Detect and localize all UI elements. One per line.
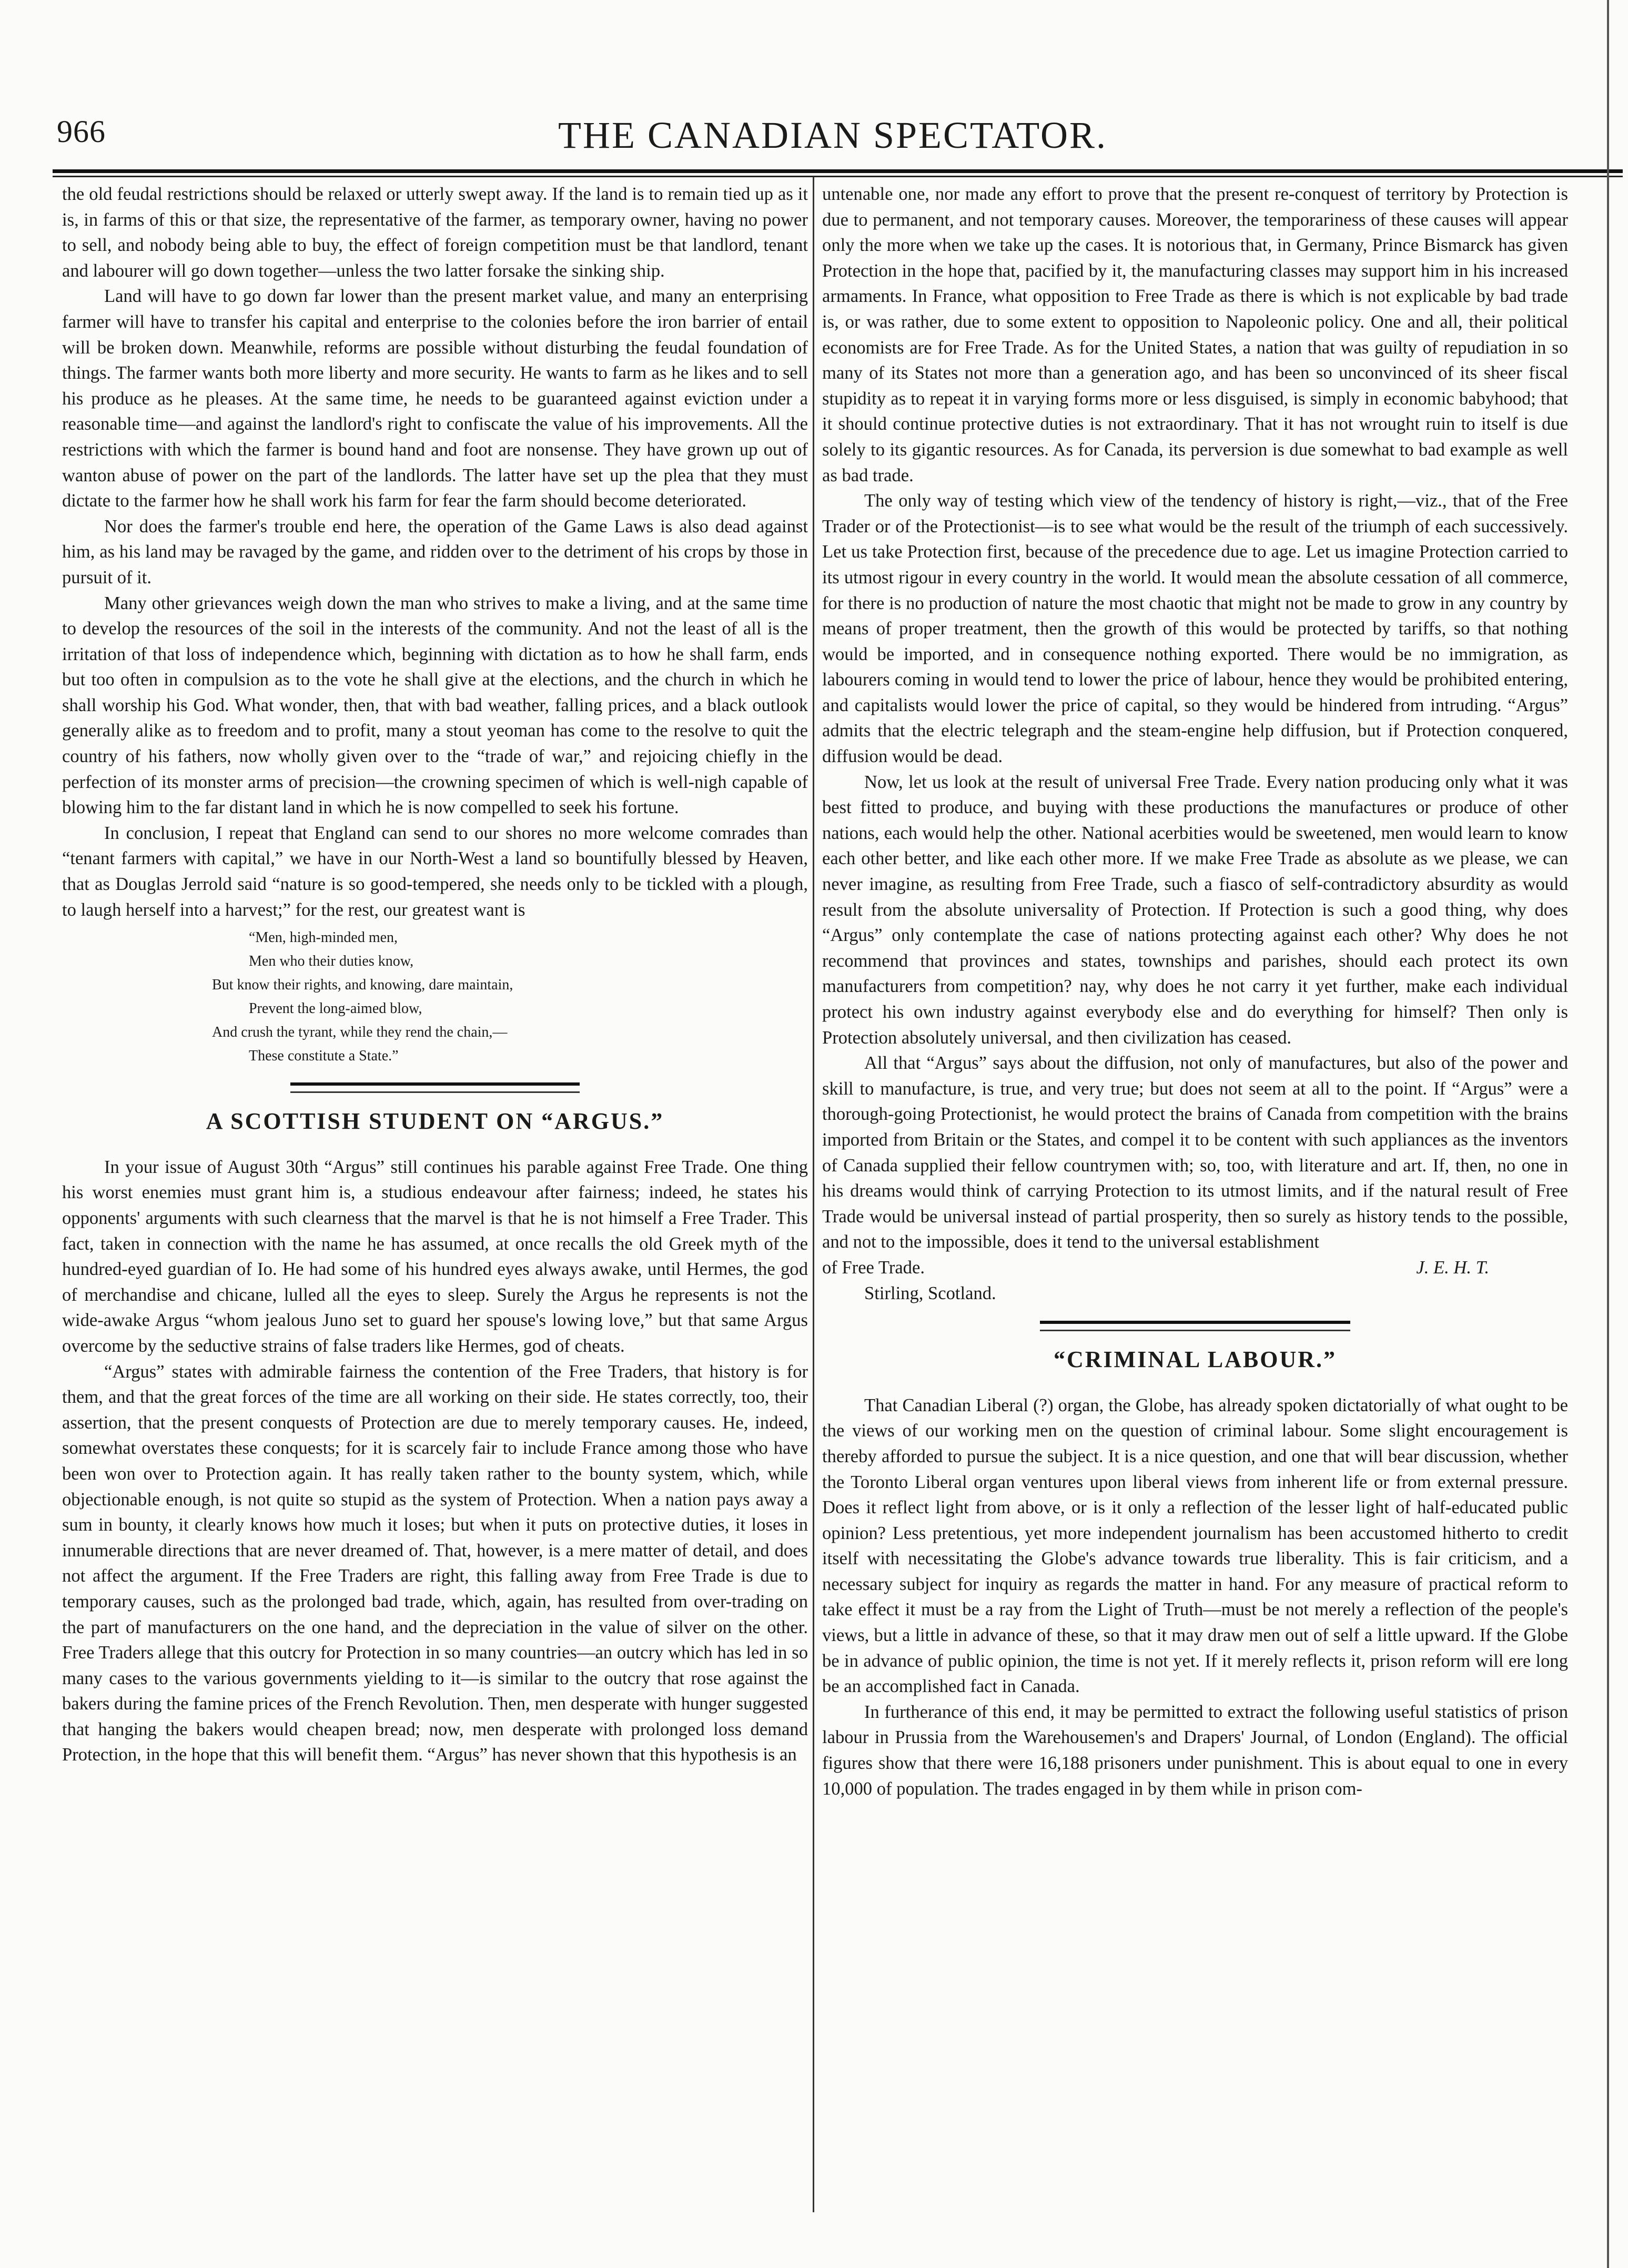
poem-quotation <box>62 926 808 1068</box>
paragraph: In conclusion, I repeat that England can send to our shores no more welcome comrades than “tenant farmers with capital,” we have in our North-West a land so bountifully blessed by Heaven, that as Douglas Jerrold said “nature is so good-tempered, she needs only to be tickled with a plough, to laugh herself into a harvest;” for the rest, our greatest want is <box>62 823 808 920</box>
closing-line <box>822 1255 1568 1281</box>
paragraph: All that “Argus” says about the diffusion, not only of manufactures, but also of the power and skill to manufacture, is true, and very true; but does not seem at all to the point. If “Argus” were a thorough-going Protectionist, he would protect the brains of Canada from competition with the brains imported from Britain or the States, and compel it to be content with such appliances as the inventors of Canada supplied their fellow countrymen with; so, too, with literature and art. If, then, no one in his dreams would think of carrying Protection to its utmost limits, and if the natural result of Free Trade would be universal instead of partial prosperity, then so surely as history tends to the possible, and not to the impossible, does it tend to the universal establishment <box>822 1053 1568 1252</box>
poem-line: And crush the tyrant, while they rend the chain,— <box>212 1024 508 1041</box>
paragraph: In furtherance of this end, it may be permitted to extract the following useful statistics of prison labour in Prussia from the Warehousemen's and Drapers' Journal, of London (England). The official figures show that there were 16,188 prisoners under punishment. This is about equal to one in every 10,000 of population. The trades engaged in by them while in prison com- <box>822 1702 1568 1799</box>
poem-line: These constitute a State.” <box>249 1048 399 1065</box>
dateline-place: Stirling, Scotland. <box>864 1283 996 1303</box>
poem-line: Prevent the long-aimed blow, <box>249 1000 422 1017</box>
poem-line: “Men, high-minded men, <box>249 929 398 946</box>
poem-line: But know their rights, and knowing, dare maintain, <box>212 977 513 994</box>
column-divider <box>813 177 814 2212</box>
paragraph: Now, let us look at the result of universal Free Trade. Every nation producing only what it was best fitted to produce, and buying with these productions the manufactures or produce of other nations, each would help the other. National acerbities would be sweetened, men would learn to know each other better, and like each other more. If we make Free Trade as absolute as we please, we can never imagine, as resulting from Free Trade, such a fiasco of self-contradictory absurdity as would result from the absolute universality of Protection. If Protection is such a good thing, why does “Argus” only contemplate the case of nations protecting against each other? Why does he not recommend that provinces and states, townships and parishes, should each protect its own manufacturers from competition? nay, why does he not carry it yet further, make each individual protect his own industry against everybody else and do everything for himself? Then only is Protection absolutely universal, and then civilization has ceased. <box>822 772 1568 1048</box>
paragraph: Nor does the farmer's trouble end here, the operation of the Game Laws is also dead against him, as his land may be ravaged by the game, and ridden over to the detriment of his crops by those in pursuit of it. <box>62 516 808 588</box>
paragraph: That Canadian Liberal (?) organ, the Globe, has already spoken dictatorially of what ought to be the views of our working men on the question of criminal labour. Some slight encouragement is thereby afforded to pursue the subject. It is a nice question, and one that will bear discussion, whether the Toronto Liberal organ ventures upon liberal views from inherent life or from external pressure. Does it reflect light from above, or is it only a reflection of the lesser light of half-educated public opinion? Less pretentious, yet more independent journalism has been accustomed hitherto to credit itself with necessitating the Globe's advance towards true liberality. This is fair criticism, and a necessary subject for inquiry as regards the matter in hand. For any measure of practical reform to take effect it must be a ray from the Light of Truth—must be not merely a reflection of the people's views, but a little in advance of these, so that it may draw men out of self a little upward. If the Globe be in advance of public opinion, the time is not yet. If it merely reflects it, prison reform will ere long be an accomplished fact in Canada. <box>822 1395 1568 1697</box>
header-rule <box>53 169 1623 173</box>
paragraph: Land will have to go down far lower than the present market value, and many an enterprising farmer will have to transfer his capital and enterprise to the colonies before the iron barrier of entail will be broken down. Meanwhile, reforms are possible without disturbing the feudal foundation of things. The farmer wants both more liberty and more security. He wants to farm as he likes and to sell his produce as he pleases. At the same time, he needs to be guaranteed against eviction under a reasonable time—and against the landlord's right to confiscate the value of his improvements. All the restrictions with which the farmer is bound hand and foot are nonsense. They have grown up out of wanton abuse of power on the part of the landlords. The latter have set up the plea that they must dictate to the farmer how he shall work his farm for fear the farm should become deteriorated. <box>62 286 808 511</box>
right-column <box>822 181 1568 1801</box>
page-edge-line <box>1607 0 1609 2268</box>
signature: J. E. H. T. <box>1416 1257 1489 1278</box>
paragraph: the old feudal restrictions should be relaxed or utterly swept away. If the land is to remain tied up as it is, in farms of this or that size, the representative of the farmer, as temporary owner, having no power to sell, and nobody being able to buy, the effect of foreign competition must be that landlord, tenant and labourer will go down together—unless the two latter forsake the sinking ship. <box>62 184 808 281</box>
left-column <box>62 181 808 1768</box>
paragraph: The only way of testing which view of the tendency of history is right,—viz., that of the Free Trader or of the Protectionist—is to see what would be the result of the triumph of each successively. Let us take Protection first, because of the precedence due to age. Let us imagine Protection carried to its utmost rigour in every country in the world. It would mean the absolute cessation of all commerce, for there is no production of nature the most chaotic that might not be made to grow in any country by means of proper treatment, then the growth of this would be protected by tariffs, so that nothing would be imported, and in consequence nothing exported. There would be no immigration, as labourers coming in would tend to lower the price of labour, hence they would be prohibited entering, and capitalists would lower the price of capital, so they would be hindered from intruding. “Argus” admits that the electric telegraph and the steam-engine help diffusion, but if Protection conquered, diffusion would be dead. <box>822 491 1568 767</box>
masthead-title: THE CANADIAN SPECTATOR. <box>558 114 1107 156</box>
poem-line: Men who their duties know, <box>249 953 414 970</box>
page-number: 966 <box>57 114 106 149</box>
section-separator <box>1040 1321 1350 1331</box>
article-heading: A SCOTTISH STUDENT ON “ARGUS.” <box>206 1108 664 1135</box>
article-heading: “CRIMINAL LABOUR.” <box>1053 1346 1337 1373</box>
paragraph: In your issue of August 30th “Argus” still continues his parable against Free Trade. One thing his worst enemies must grant him is, a studious endeavour after fairness; indeed, he states his opponents' arguments with such clearness that the marvel is that he is not himself a Free Trader. This fact, taken in connection with the name he has assumed, at once recalls the old Greek myth of the hundred-eyed guardian of Io. He had some of his hundred eyes always awake, until Hermes, the god of merchandise and chicane, lulled all the eyes to sleep. Surely the Argus he represents is not the wide-awake Argus “whom jealous Juno set to guard her spouse's lowing love,” but that same Argus overcome by the seductive strains of false traders like Hermes, god of cheats. <box>62 1157 808 1356</box>
closing-text: of Free Trade. <box>822 1257 925 1278</box>
section-separator <box>290 1082 580 1093</box>
paragraph: Many other grievances weigh down the man who strives to make a living, and at the same time to develop the resources of the soil in the interests of the community. And not the least of all is the irritation of that loss of independence which, beginning with dictation as to how he shall farm, ends but too often in compulsion as to the vote he shall give at the elections, and the church in which he shall worship his God. What wonder, then, that with bad weather, falling prices, and a black outlook generally alike as to freedom and to profit, many a stout yeoman has come to the resolve to quit the country of his fathers, now wholly given over to the “trade of war,” and rejoicing chiefly in the perfection of its monster arms of precision—the crowning specimen of which is well-nigh capable of blowing him to the far distant land in which he is now compelled to seek his fortune. <box>62 593 808 818</box>
paragraph: untenable one, nor made any effort to prove that the present re-conquest of territory by Protection is due to permanent, and not temporary causes. Moreover, the temporariness of these causes will appear only the more when we take up the cases. It is notorious that, in Germany, Prince Bismarck has given Protection in the hope that, pacified by it, the manufacturing classes may support him in his increased armaments. In France, what opposition to Free Trade as there is which is not explicable by bad trade is, or was rather, due to some extent to opposition to Napoleonic policy. One and all, their political economists are for Free Trade. As for the United States, a nation that was guilty of repudiation in so many of its States not more than a generation ago, and has been so unconvinced of its sheer fiscal stupidity as to repeat it in varying forms more or less disguised, is simply in economic babyhood; that it should continue protective duties is not extraordinary. That it has not wrought ruin to itself is due solely to its gigantic resources. As for Canada, its perversion is due somewhat to bad example as well as bad trade. <box>822 184 1568 485</box>
paragraph: “Argus” states with admirable fairness the contention of the Free Traders, that history is for them, and that the great forces of the time are all working on their side. He states correctly, too, their assertion, that the present conquests of Protection are due to merely temporary causes. He, indeed, somewhat overstates these conquests; for it is scarcely fair to include France among those who have been won over to Protection again. It has really taken rather to the bounty system, which, while objectionable enough, is not quite so stupid as the system of Protection. When a nation pays away a sum in bounty, it clearly knows how much it loses; but when it puts on protective duties, it loses in innumerable directions that are never dreamed of. That, however, is a mere matter of detail, and does not affect the argument. If the Free Traders are right, this falling away from Free Trade is due to temporary causes, such as the prolonged bad trade, which, again, has resulted from over-trading on the part of manufacturers on the one hand, and the depreciation in the value of silver on the other. Free Traders allege that this outcry for Protection in so many countries—an outcry which has led in so many cases to the various governments yielding to it—is similar to the outcry that rose against the bakers during the famine prices of the French Revolution. Then, men desperate with hunger suggested that hanging the bakers would cheapen bread; now, men desperate with prolonged loss demand Protection, in the hope that this will benefit them. “Argus” has never shown that this hypothesis is an <box>62 1361 808 1765</box>
header-rule-thin <box>53 176 1623 177</box>
